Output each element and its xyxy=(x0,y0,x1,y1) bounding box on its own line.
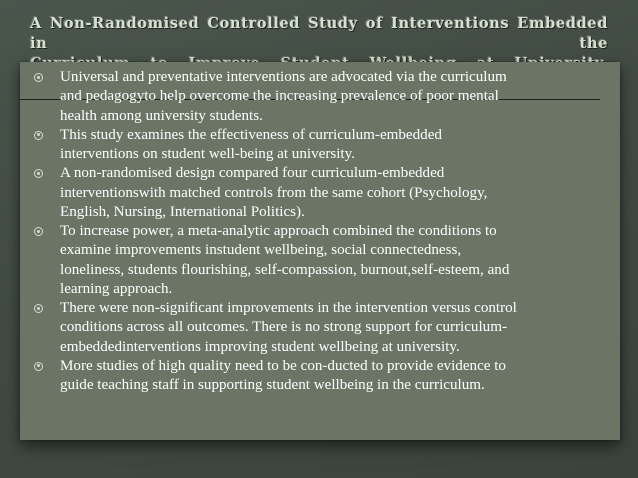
circled-dot-bullet-icon xyxy=(34,131,43,140)
bullet-text-line: learning approach. xyxy=(60,280,173,297)
bullet-text-line: guide teaching staff in supporting student wellbeing in the curriculum. xyxy=(60,377,485,393)
bullet-text-line: interventionswith matched controls from the same cohort (Psychology, xyxy=(60,184,488,201)
bullet-text-line: embeddedinterventions improving student wellbeing at university. xyxy=(60,338,460,355)
bullet-text-line: conditions across all outcomes. There is no strong support for curriculum- xyxy=(60,319,507,336)
circled-dot-bullet-icon xyxy=(34,227,43,236)
bullet-text-line: loneliness, students flourishing, self-compassion, burnout,self-esteem, and xyxy=(60,261,510,278)
circled-dot-bullet-icon xyxy=(34,73,43,82)
bullet-item-5 xyxy=(34,299,600,357)
bullet-text-line: health among university students. xyxy=(60,107,263,124)
bullet-text-line: English, Nursing, International Politics). xyxy=(60,203,305,220)
bullet-item-2 xyxy=(34,126,600,165)
bullet-item-6 xyxy=(34,357,600,396)
bullet-text-line: There were non-significant improvements in the intervention versus control xyxy=(60,300,517,316)
bullet-item-1 xyxy=(34,68,600,126)
bullet-text-line: examine improvements instudent wellbeing, social connectedness, xyxy=(60,242,462,259)
bullet-item-4 xyxy=(34,222,600,299)
bullet-text-line: More studies of high quality need to be con-ducted to provide evidence to xyxy=(60,357,506,374)
circled-dot-bullet-icon xyxy=(34,169,43,178)
circled-dot-bullet-icon xyxy=(34,304,43,313)
bullet-text-line: To increase power, a meta-analytic approach combined the conditions to xyxy=(60,223,497,239)
bullet-list xyxy=(34,68,600,395)
bullet-text-line: A non-randomised design compared four curriculum-embedded xyxy=(60,165,445,182)
bullet-text-line: interventions on student well-being at university. xyxy=(60,146,355,162)
title-line-1: A Non-Randomised Controlled Study of Interventions Embedded in the xyxy=(30,15,608,52)
bullet-item-3 xyxy=(34,164,600,222)
bullet-text-line: Universal and preventative interventions are advocated via the curriculum xyxy=(60,69,507,85)
circled-dot-bullet-icon xyxy=(34,362,43,371)
bullet-text-line: and pedagogyto help overcome the increasing prevalence of poor mental xyxy=(60,88,499,105)
bullet-text-line: This study examines the effectiveness of curriculum-embedded xyxy=(60,126,442,143)
